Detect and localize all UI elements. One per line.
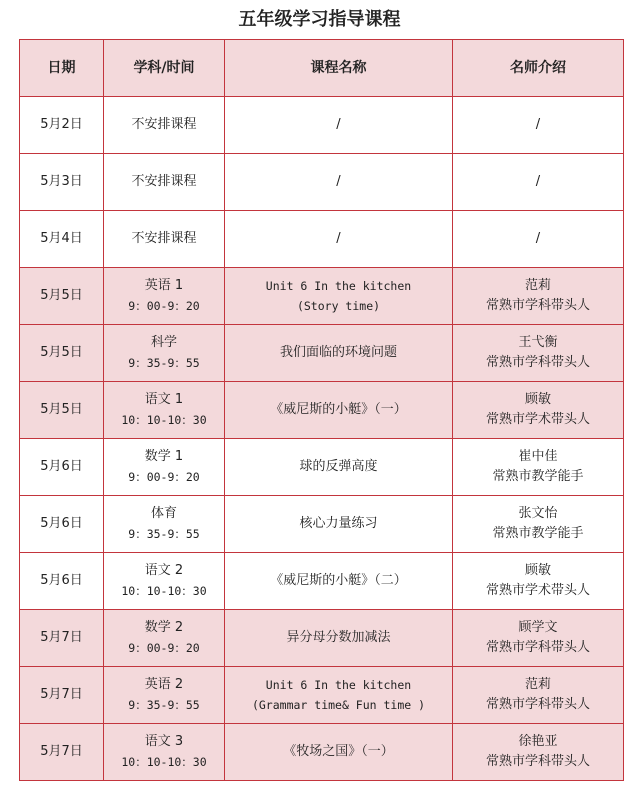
cell-teacher	[453, 439, 624, 496]
course-text: 球的反弹高度	[299, 459, 378, 474]
course-text: 《威尼斯的小艇》（一）	[270, 402, 407, 417]
cell-subject-time	[104, 154, 225, 211]
time-text: 9：35-9：55	[128, 698, 200, 712]
cell-date	[20, 268, 104, 325]
page-title: 五年级学习指导课程	[238, 9, 401, 30]
date-text: 5月2日	[40, 117, 83, 132]
cell-date	[20, 382, 104, 439]
cell-teacher	[453, 667, 624, 724]
cell-date	[20, 97, 104, 154]
time-text: 10：10-10：30	[121, 584, 207, 598]
table-row	[20, 325, 624, 382]
teacher-title: 常熟市学术带头人	[485, 583, 590, 598]
header-subject-time: 学科/时间	[104, 40, 225, 97]
table-row	[20, 553, 624, 610]
teacher-title: 常熟市学科带头人	[485, 754, 590, 769]
cell-date	[20, 211, 104, 268]
cell-course-name	[225, 97, 453, 154]
course-text: 我们面临的环境问题	[279, 345, 397, 360]
cell-course-name	[225, 610, 453, 667]
subject-text: 英语 1	[144, 278, 184, 293]
teacher-name: 王弋衡	[518, 335, 558, 350]
teacher-title: 常熟市学科带头人	[485, 697, 590, 712]
course-text: 异分母分数加减法	[286, 630, 391, 645]
teacher-name: 范莉	[524, 677, 551, 692]
date-text: 5月4日	[40, 231, 83, 246]
table-row	[20, 268, 624, 325]
date-text: 5月6日	[40, 516, 83, 531]
cell-teacher	[453, 325, 624, 382]
teacher-name: 顾敏	[524, 392, 551, 407]
cell-teacher	[453, 382, 624, 439]
time-text: 9：35-9：55	[128, 527, 200, 541]
teacher-title: 常熟市教学能手	[492, 526, 584, 541]
subject-text: 语文 2	[144, 563, 184, 578]
course-text: /	[336, 117, 341, 132]
table-row	[20, 154, 624, 211]
cell-course-name	[225, 268, 453, 325]
header-teacher-intro: 名师介绍	[453, 40, 624, 97]
teacher-title: 常熟市学科带头人	[485, 298, 590, 313]
date-text: 5月7日	[40, 630, 83, 645]
cell-date	[20, 610, 104, 667]
date-text: 5月7日	[40, 744, 83, 759]
teacher-name: 顾学文	[518, 620, 558, 635]
subject-text: 不安排课程	[131, 117, 197, 132]
cell-course-name	[225, 724, 453, 781]
cell-course-name	[225, 553, 453, 610]
teacher-name: 范莉	[524, 278, 551, 293]
cell-teacher	[453, 610, 624, 667]
table-row	[20, 97, 624, 154]
cell-date	[20, 496, 104, 553]
header-row	[20, 40, 624, 97]
teacher-name: /	[535, 174, 541, 189]
cell-course-name	[225, 382, 453, 439]
cell-course-name	[225, 439, 453, 496]
date-text: 5月3日	[40, 174, 83, 189]
time-text: 10：10-10：30	[121, 413, 207, 427]
teacher-title: 常熟市学科带头人	[485, 640, 590, 655]
cell-teacher	[453, 724, 624, 781]
course-text: /	[336, 231, 341, 246]
cell-subject-time	[104, 439, 225, 496]
time-text: 9：35-9：55	[128, 356, 200, 370]
teacher-name: 张文怡	[518, 506, 558, 521]
cell-teacher	[453, 97, 624, 154]
cell-course-name	[225, 667, 453, 724]
cell-teacher	[453, 496, 624, 553]
course-text: 《威尼斯的小艇》（二）	[270, 573, 407, 588]
header-date: 日期	[20, 40, 104, 97]
schedule-table	[19, 39, 624, 781]
table-row	[20, 724, 624, 781]
schedule-body	[20, 97, 624, 781]
subject-text: 科学	[150, 335, 177, 350]
cell-teacher	[453, 211, 624, 268]
teacher-name: 崔中佳	[518, 449, 558, 464]
cell-teacher	[453, 154, 624, 211]
cell-teacher	[453, 553, 624, 610]
subject-text: 语文 1	[144, 392, 184, 407]
table-row	[20, 667, 624, 724]
date-text: 5月5日	[40, 288, 83, 303]
subject-text: 不安排课程	[131, 231, 197, 246]
teacher-name: /	[535, 117, 541, 132]
date-text: 5月6日	[40, 573, 83, 588]
course-text: /	[336, 174, 341, 189]
cell-subject-time	[104, 97, 225, 154]
subject-text: 语文 3	[144, 734, 184, 749]
date-text: 5月6日	[40, 459, 83, 474]
table-row	[20, 382, 624, 439]
course-subtitle: (Story time)	[296, 299, 381, 313]
cell-date	[20, 553, 104, 610]
cell-course-name	[225, 325, 453, 382]
cell-subject-time	[104, 382, 225, 439]
subject-text: 不安排课程	[131, 174, 197, 189]
course-text: 核心力量练习	[299, 516, 378, 531]
cell-subject-time	[104, 268, 225, 325]
cell-date	[20, 154, 104, 211]
teacher-title: 常熟市教学能手	[492, 469, 584, 484]
cell-subject-time	[104, 496, 225, 553]
cell-subject-time	[104, 610, 225, 667]
subject-text: 数学 2	[144, 620, 184, 635]
course-text: Unit 6 In the kitchen	[265, 279, 412, 293]
cell-date	[20, 667, 104, 724]
date-text: 5月7日	[40, 687, 83, 702]
time-text: 10：10-10：30	[121, 755, 207, 769]
cell-subject-time	[104, 553, 225, 610]
cell-subject-time	[104, 211, 225, 268]
table-row	[20, 439, 624, 496]
date-text: 5月5日	[40, 402, 83, 417]
cell-subject-time	[104, 724, 225, 781]
table-row	[20, 496, 624, 553]
table-row	[20, 610, 624, 667]
subject-text: 体育	[150, 506, 177, 521]
subject-text: 英语 2	[144, 677, 184, 692]
teacher-name: 徐艳亚	[518, 734, 558, 749]
cell-course-name	[225, 496, 453, 553]
teacher-title: 常熟市学科带头人	[485, 355, 590, 370]
teacher-name: /	[535, 231, 541, 246]
cell-subject-time	[104, 325, 225, 382]
time-text: 9：00-9：20	[128, 470, 200, 484]
cell-course-name	[225, 211, 453, 268]
course-text: Unit 6 In the kitchen	[265, 678, 412, 692]
teacher-name: 顾敏	[524, 563, 551, 578]
course-text: 《牧场之国》（一）	[283, 744, 394, 759]
header-course-name: 课程名称	[225, 40, 453, 97]
date-text: 5月5日	[40, 345, 83, 360]
table-row	[20, 211, 624, 268]
cell-date	[20, 724, 104, 781]
cell-course-name	[225, 154, 453, 211]
cell-teacher	[453, 268, 624, 325]
teacher-title: 常熟市学术带头人	[485, 412, 590, 427]
time-text: 9：00-9：20	[128, 641, 200, 655]
subject-text: 数学 1	[144, 449, 184, 464]
cell-date	[20, 325, 104, 382]
cell-subject-time	[104, 667, 225, 724]
cell-date	[20, 439, 104, 496]
time-text: 9：00-9：20	[128, 299, 200, 313]
course-subtitle: (Grammar time& Fun time )	[251, 698, 426, 712]
